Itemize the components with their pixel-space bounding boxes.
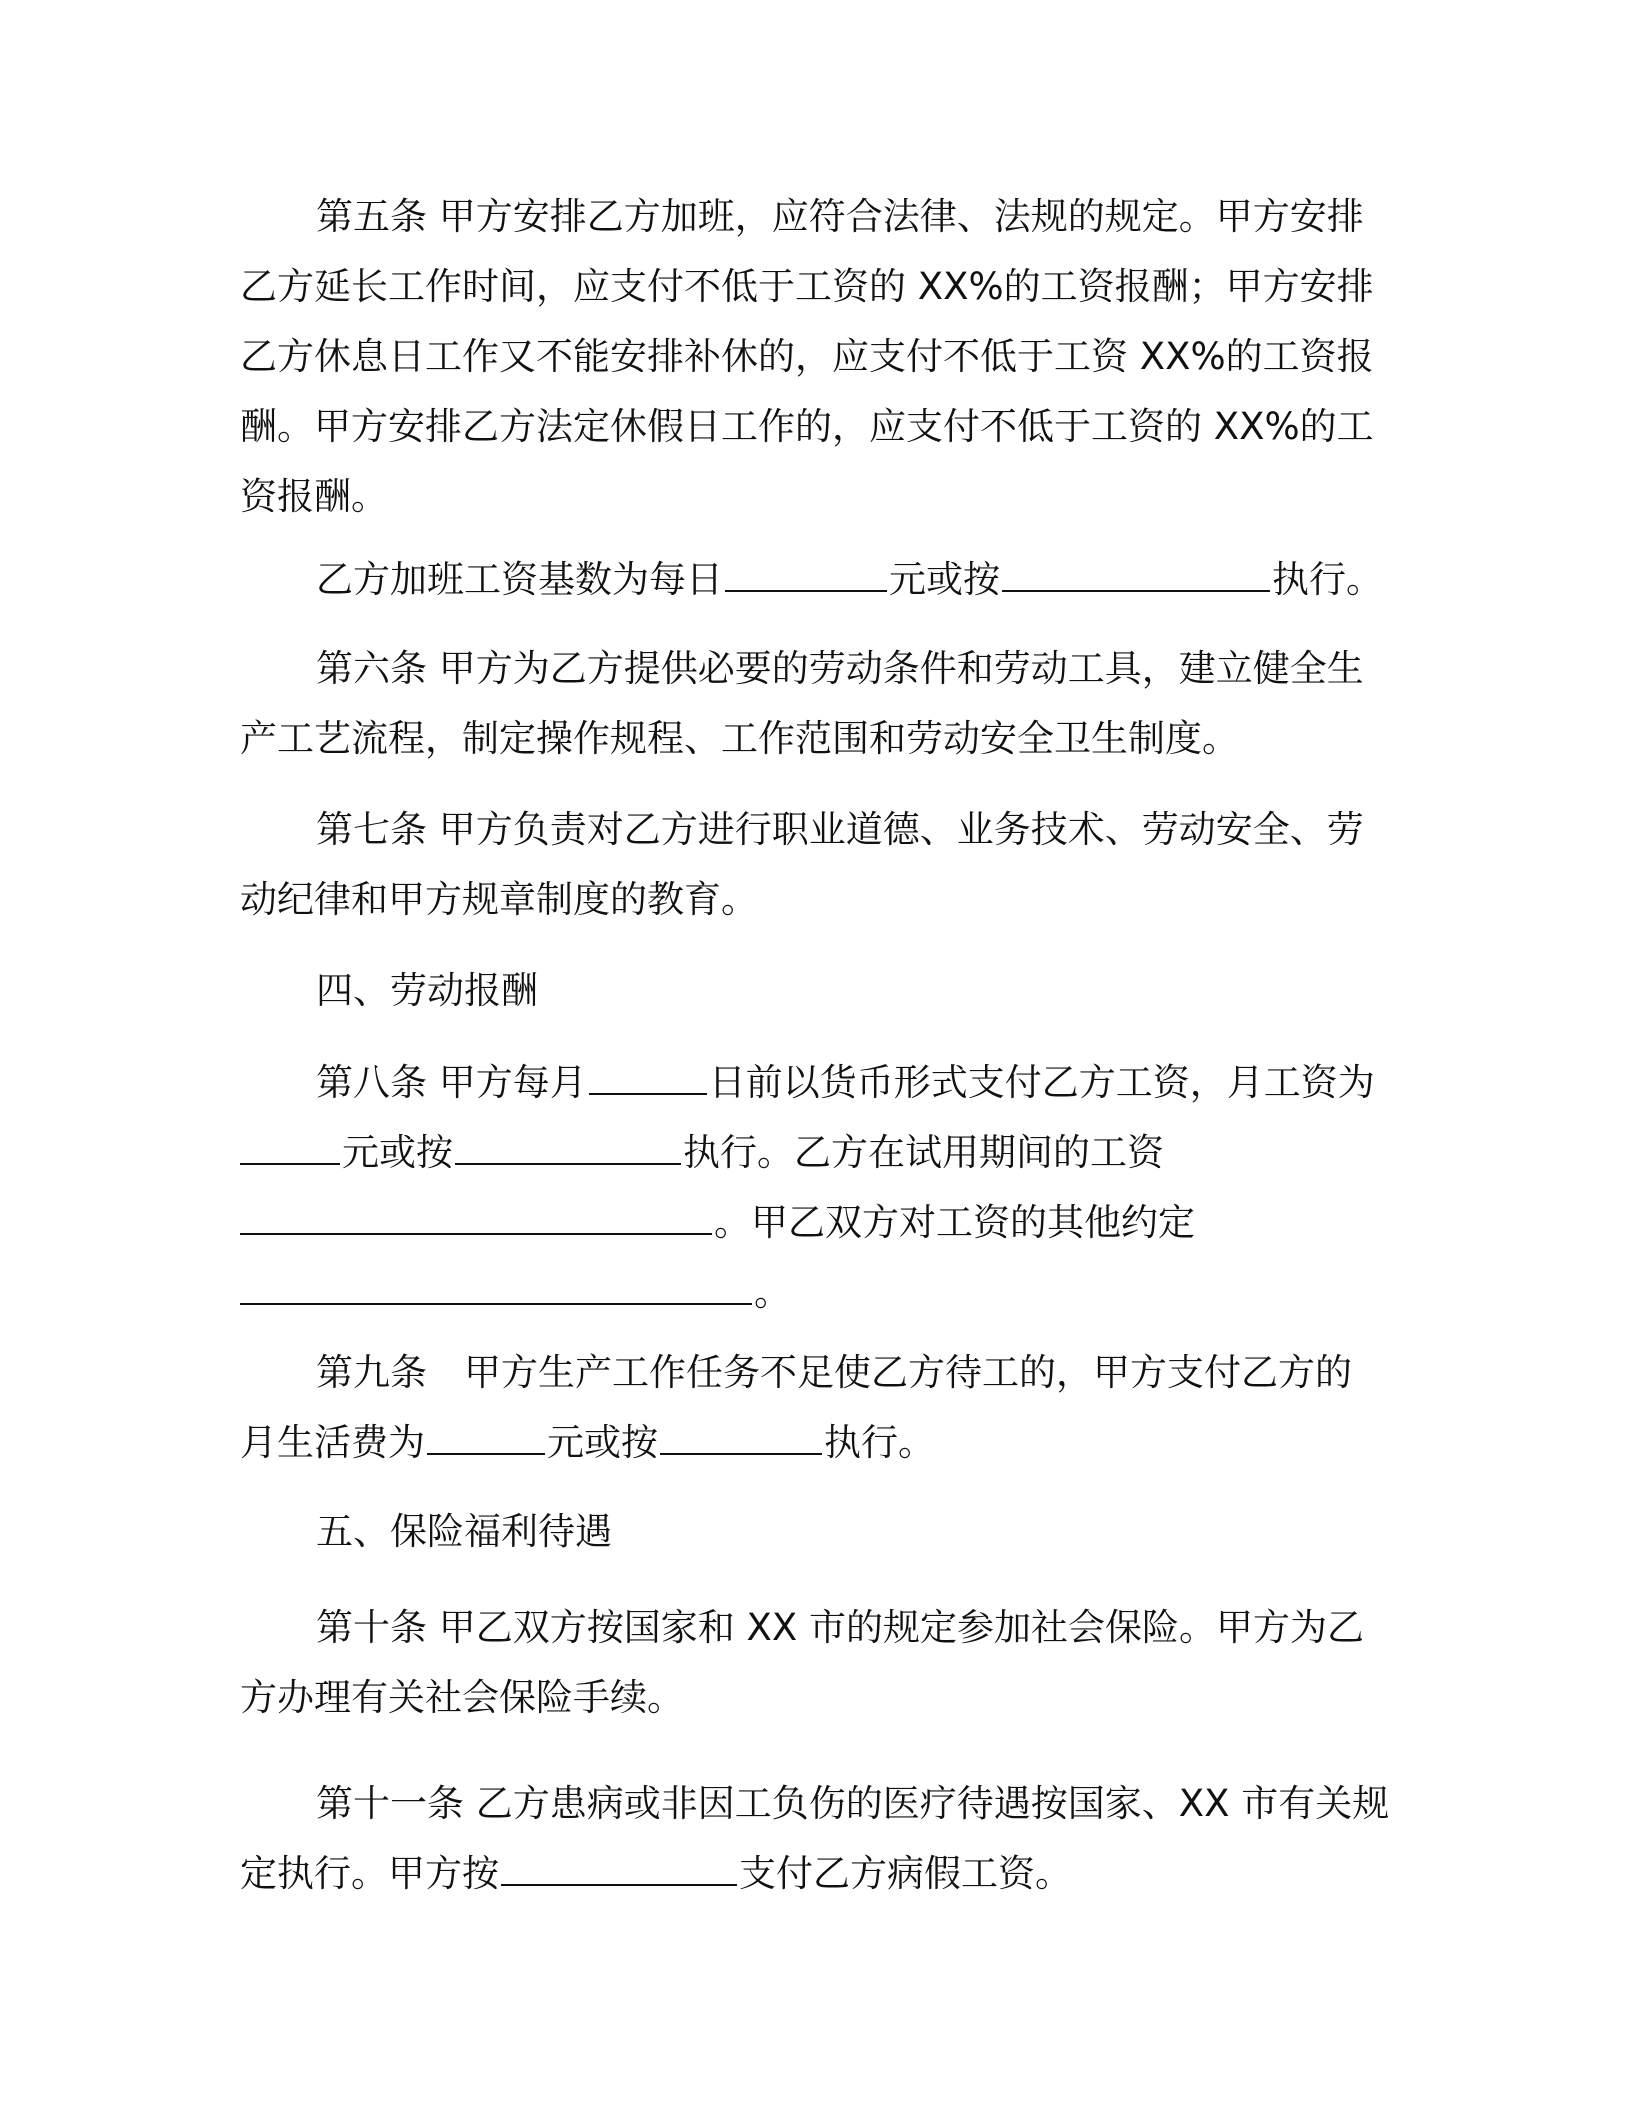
text-line: 乙方休息日工作又不能安排补休的，应支付不低于工资 XX%的工资报 [240,335,1374,378]
text-line: 乙方延长工作时间，应支付不低于工资的 XX%的工资报酬；甲方安排 [240,265,1374,308]
text-line [240,1188,1392,1258]
text-line [240,1258,1392,1328]
text-segment: 。甲乙双方对工资的其他约定 [714,1201,1195,1244]
text-segment: 。 [754,1271,791,1314]
text-segment: 支付乙方病假工资。 [739,1852,1072,1895]
fill-in-blank[interactable] [455,1123,681,1165]
fill-in-blank[interactable] [589,1053,707,1095]
article-11-paragraph [240,1769,1392,1909]
text-segment: 定执行。甲方按 [240,1852,499,1895]
text-segment: 元或按 [342,1131,453,1174]
section-heading: 四、劳动报酬 [316,969,538,1012]
fill-in-blank[interactable] [240,1193,712,1235]
text-line [240,1048,1392,1118]
text-line [240,545,1392,615]
text-line [240,1839,1392,1909]
text-line: 方办理有关社会保险手续。 [240,1676,684,1719]
fill-in-blank[interactable] [1002,550,1270,592]
section-heading: 五、保险福利待遇 [316,1510,612,1553]
fill-in-blank[interactable] [501,1844,737,1886]
text-line: 第五条 甲方安排乙方加班，应符合法律、法规的规定。甲方安排 [316,195,1364,238]
fill-in-blank[interactable] [240,1263,752,1305]
article-9-paragraph [240,1338,1392,1478]
overtime-base-paragraph [240,545,1392,615]
text-line: 资报酬。 [240,475,388,518]
text-line: 第十一条 乙方患病或非因工负伤的医疗待遇按国家、XX 市有关规 [316,1782,1390,1825]
article-8-paragraph [240,1048,1392,1328]
text-line: 动纪律和甲方规章制度的教育。 [240,878,758,921]
article-5-paragraph [240,182,1392,532]
article-7-paragraph [240,795,1392,935]
text-line: 第六条 甲方为乙方提供必要的劳动条件和劳动工具，建立健全生 [316,647,1364,690]
text-line: 酬。甲方安排乙方法定休假日工作的，应支付不低于工资的 XX%的工 [240,405,1374,448]
text-segment: 乙方加班工资基数为每日 [316,558,723,601]
section-heading-remuneration [240,956,1392,1026]
fill-in-blank[interactable] [240,1123,340,1165]
text-segment: 执行。 [824,1421,935,1464]
text-segment: 执行。 [1272,558,1383,601]
text-line [240,1408,1392,1478]
text-line: 第九条 甲方生产工作任务不足使乙方待工的，甲方支付乙方的 [316,1351,1352,1394]
fill-in-blank[interactable] [427,1413,545,1455]
fill-in-blank[interactable] [725,550,887,592]
text-line: 第十条 甲乙双方按国家和 XX 市的规定参加社会保险。甲方为乙 [316,1606,1364,1649]
text-line: 产工艺流程，制定操作规程、工作范围和劳动安全卫生制度。 [240,717,1239,760]
text-line: 第七条 甲方负责对乙方进行职业道德、业务技术、劳动安全、劳 [316,808,1364,851]
fill-in-blank[interactable] [660,1413,822,1455]
article-10-paragraph [240,1593,1392,1733]
section-heading-insurance [240,1497,1392,1567]
text-segment: 元或按 [547,1421,658,1464]
text-segment: 执行。乙方在试用期间的工资 [683,1131,1164,1174]
text-segment: 月生活费为 [240,1421,425,1464]
text-segment: 第八条 甲方每月 [316,1061,587,1104]
text-segment: 日前以货币形式支付乙方工资，月工资为 [708,1061,1375,1104]
text-line [240,1118,1392,1188]
text-segment: 元或按 [889,558,1000,601]
article-6-paragraph [240,634,1392,774]
